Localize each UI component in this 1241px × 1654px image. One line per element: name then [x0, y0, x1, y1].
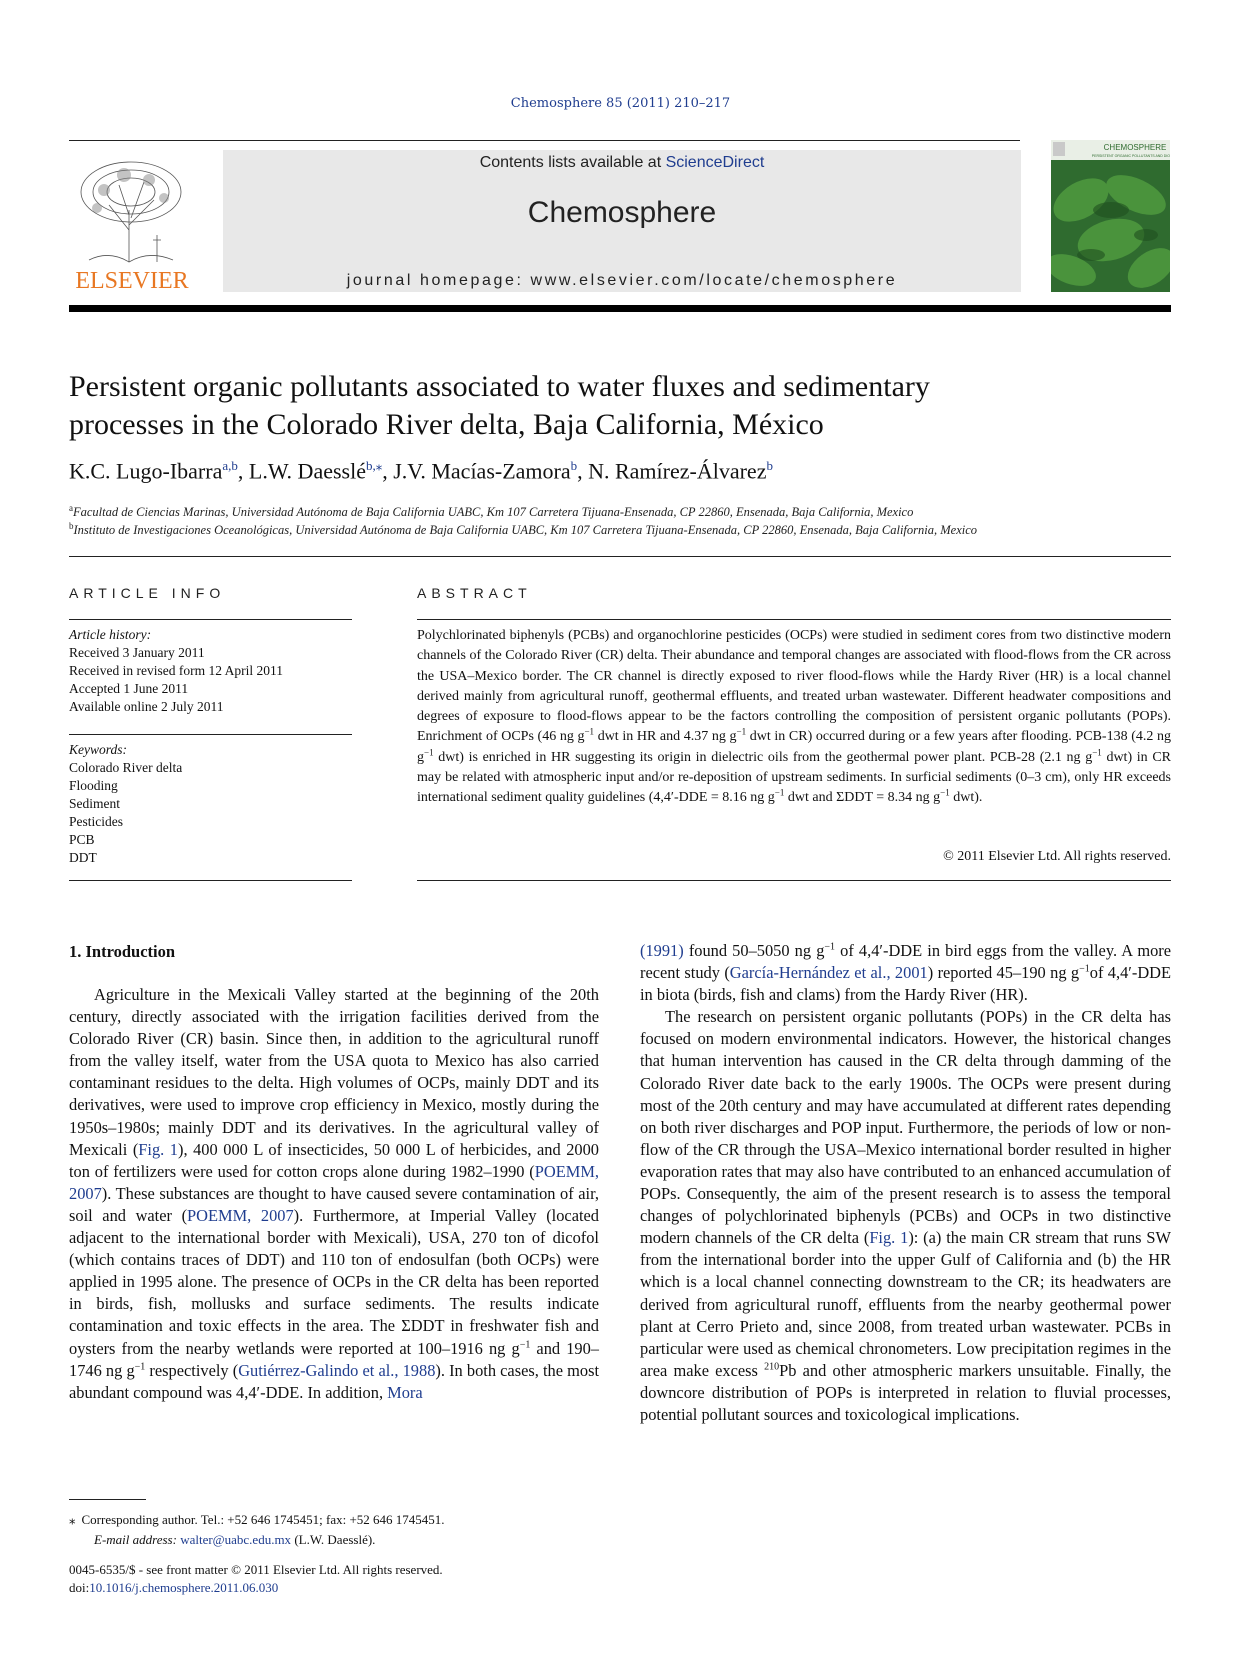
author: K.C. Lugo-Ibarra: [69, 458, 223, 484]
keyword: DDT: [69, 850, 97, 865]
journal-name: Chemosphere: [527, 196, 717, 229]
sciencedirect-link[interactable]: ScienceDirect: [665, 154, 765, 171]
abstract-text: Polychlorinated biphenyls (PCBs) and organochlorine pesticides (OCPs) were studied in sediment cores from two distinctive modern channels of the Colorado River (CR) delta. Their abundance and temporal changes are associated with flood-flows from the CR across the USA–Mexico border. The CR channel is directly exposed to river flood-flows while the Hardy River (HR) is a local channel derived mainly from agricultural runoff, geothermal effluents, and treated urban wastewater. Different headwater compositions and degrees of exposure to flood-flows appear to be the factors controlling the composition of persistent organic pollutants (POPs). Enrichment of OCPs (46 ng $g^{-1}$ dwt in HR and 4.37 ng $g^{-1}$ dwt in CR) occurred during or a few years after flooding. PCB-138 (4.2 ng $g^{-1}$ dwt) is enriched in HR suggesting its origin in dielectric oils from the geothermal power plant. PCB-28 (2.1 ng $g^{-1}$ dwt) in CR may be related with atmospheric input and/or re-deposition of upstream sediments. In surficial sediments (0–3 cm), only HR exceeds international sediment quality guidelines (4,4′-DDE = 8.16 ng $g^{-1}$ dwt and ΣDDT = 8.34 ng $g^{-1}$ dwt).: [417, 628, 1172, 806]
introduction-heading: 1. Introduction: [69, 942, 176, 961]
keyword: Colorado River delta: [69, 760, 183, 775]
contents-line: Contents lists available at ScienceDirect: [479, 154, 765, 171]
author: J.V. Macías-Zamora: [393, 458, 571, 484]
author-affiliation-link[interactable]: b: [570, 458, 578, 473]
keyword: Pesticides: [69, 814, 123, 829]
figure-1-link[interactable]: Fig. 1: [869, 1228, 909, 1248]
abstract-copyright: © 2011 Elsevier Ltd. All rights reserved.: [943, 849, 1171, 864]
abstract-heading: ABSTRACT: [417, 585, 532, 601]
reference-link[interactable]: Mora: [387, 1382, 423, 1402]
figure-1-link[interactable]: Fig. 1: [138, 1139, 178, 1159]
journal-citation[interactable]: Chemosphere 85 (2011) 210–217: [510, 96, 731, 111]
issn-line: 0045-6535/$ - see front matter © 2011 Elsevier Ltd. All rights reserved. doi:10.1016/j.chemosphere.2011.06.030: [69, 1562, 443, 1595]
abstract-rule: [417, 619, 1171, 620]
author-affiliation-link[interactable]: a,b: [222, 458, 238, 473]
doi-link[interactable]: 10.1016/j.chemosphere.2011.06.030: [89, 1580, 279, 1595]
author: L.W. Daesslé: [248, 458, 366, 484]
author-affiliation-link[interactable]: b: [766, 458, 773, 473]
author-list: K.C. Lugo-Ibarra$^{a,b}$, L.W. Daesslé$^{b,⁎}$, J.V. Macías-Zamora$^b$, N. Ramírez-Álvarez$^b$: [69, 458, 773, 484]
intro-paragraph-1: Agriculture in the Mexicali Valley started at the beginning of the 20th century, directly associated with the irrigation facilities derived from the Colorado River (CR) basin. Since then, in addition to the agricultural runoff from the valley itself, water from the USA quota to Mexico has also carried contaminant residues to the delta. High volumes of OCPs, mainly DDT and its derivatives, were used to improve crop efficiency in Mexico, mostly during the 1950s–1980s; mainly DDT and its derivatives. In the agricultural valley of Mexicali (Fig. 1), 400 000 L of insecticides, 50 000 L of herbicides, and 2000 ton of fertilizers were used for cotton crops alone during 1982–1990 (POEMM, 2007). These substances are thought to have caused severe contamination of air, soil and water (POEMM, 2007). Furthermore, at Imperial Valley (located adjacent to the international border with Mexicali), USA, 270 ton of dicofol (which contains traces of DDT) and 110 ton of endosulfan (both OCPs) were applied in 1995 alone. The presence of OCPs in the CR delta has been reported in birds, fish, mollusks and surface sediments. The results indicate contamination and toxic effects in the area. The ΣDDT in freshwater fish and oysters from the nearby wetlands were reported at 100–1916 ng $g^{-1}$ and 190–1746 ng $g^{-1}$ respectively (Gutiérrez-Galindo et al., 1988). In both cases, the most abundant compound was 4,4′-DDE. In addition, Mora: [69, 985, 600, 1402]
keywords-rule: [69, 734, 352, 735]
article-info-rule: [69, 619, 352, 620]
email-note: E-mail address: walter@uabc.edu.mx (L.W. Daesslé).: [94, 1532, 376, 1547]
right-body-column: [640, 940, 1171, 1426]
left-body-column: [69, 984, 599, 1404]
author: N. Ramírez-Álvarez: [588, 458, 767, 484]
affiliation-b: $^b$Instituto de Investigaciones Oceanológicas, Universidad Autónoma de Baja California UABC, Km 107 Carretera Tijuana-Ensenada, CP 22860, Ensenada, Baja California, Mexico: [69, 521, 978, 538]
article-history: Article history: Received 3 January 2011 Received in revised form 12 April 2011 Accepted 1 June 2011 Available online 2 July 2011: [69, 627, 283, 714]
author-affiliation-link[interactable]: b,⁎: [365, 458, 383, 473]
svg-text:ELSEVIER: ELSEVIER: [75, 268, 189, 293]
affiliation-rule: [69, 556, 1171, 557]
keyword: Sediment: [69, 796, 120, 811]
email-link[interactable]: walter@uabc.edu.mx: [180, 1532, 292, 1547]
elsevier-tree-icon: [69, 150, 195, 293]
reference-link[interactable]: POEMM, 2007: [69, 1161, 599, 1203]
keyword: PCB: [69, 832, 95, 847]
elsevier-logo: [69, 150, 195, 293]
article-title: Persistent organic pollutants associated to water fluxes and sedimentary processes in the Colorado River delta, Baja California, México: [69, 370, 930, 441]
keywords: Keywords: Colorado River delta Flooding Sediment Pesticides PCB DDT: [69, 741, 352, 867]
header-thick-rule: [69, 305, 1171, 312]
keyword: Flooding: [69, 778, 118, 793]
corresponding-author-note: ⁎ Corresponding author. Tel.: +52 646 1745451; fax: +52 646 1745451.: [69, 1512, 445, 1527]
reference-link[interactable]: (1991): [640, 941, 684, 960]
article-info-heading: ARTICLE INFO: [69, 585, 226, 601]
reference-link[interactable]: Gutiérrez-Galindo et al., 1988: [238, 1360, 436, 1380]
intro-paragraph-2: The research on persistent organic pollutants (POPs) in the CR delta has focused on modern environmental indicators. However, the historical changes that human intervention has caused in the CR delta through damming of the Colorado River date back to the early 1900s. The OCPs were present during most of the 20th century and may have accumulated at different rates depending on both river discharges and POP input. Furthermore, the periods of low or non-flow of the CR through the USA–Mexico international border resulted in higher evaporation rates that may also have contributed to an enhanced accumulation of POPs. Consequently, the aim of the present research is to assess the temporal changes of polychlorinated biphenyls (PCBs) and OCPs in two distinctive modern channels of the CR delta (Fig. 1): (a) the main CR stream that runs SW from the international border into the upper Gulf of California and (b) the HR which is a local channel connecting downstream to the CR; its headwaters are derived from agricultural runoff, effluents from the nearby geothermal power plant at Cerro Prieto and, since 2008, from treated urban wastewater. PCBs in particular were used as chemical chronometers. Low precipitation regimes in the area make excess $^{210}$Pb and other atmospheric markers unsuitable. Finally, the downcore distribution of POPs is interpreted in relation to fluvial processes, potential pollutant sources and toxicological implications.: [640, 1007, 1171, 1424]
affiliation-a: $^a$Facultad de Ciencias Marinas, Universidad Autónoma de Baja California UABC, Km 107 Carretera Tijuana-Ensenada, CP 22860, Ensenada, Baja California, Mexico: [69, 503, 914, 520]
article-info-bottom-rule: [69, 880, 352, 881]
intro-paragraph-1-cont: (1991) found 50–5050 ng $g^{-1}$ of 4,4′-DDE in bird eggs from the valley. A more recent study (García-Hernández et al., 2001) reported 45–190 ng $g^{-1}of$ 4,4′-DDE in biota (birds, fish and clams) from the Hardy River (HR).: [640, 941, 1172, 1005]
journal-homepage[interactable]: journal homepage: www.elsevier.com/locate/chemosphere: [346, 272, 898, 289]
journal-cover-thumbnail: [1051, 140, 1170, 292]
svg-text:PERSISTENT ORGANIC POLLUTANTS: PERSISTENT ORGANIC POLLUTANTS AND DIOXINS: [1091, 154, 1170, 158]
svg-text:CHEMOSPHERE: CHEMOSPHERE: [1103, 143, 1167, 152]
reference-link[interactable]: García-Hernández et al., 2001: [729, 963, 928, 983]
reference-link[interactable]: POEMM, 2007: [187, 1205, 294, 1225]
abstract-bottom-rule: [417, 880, 1171, 881]
footnote-rule: [69, 1499, 146, 1500]
header-rule: [69, 140, 1020, 141]
